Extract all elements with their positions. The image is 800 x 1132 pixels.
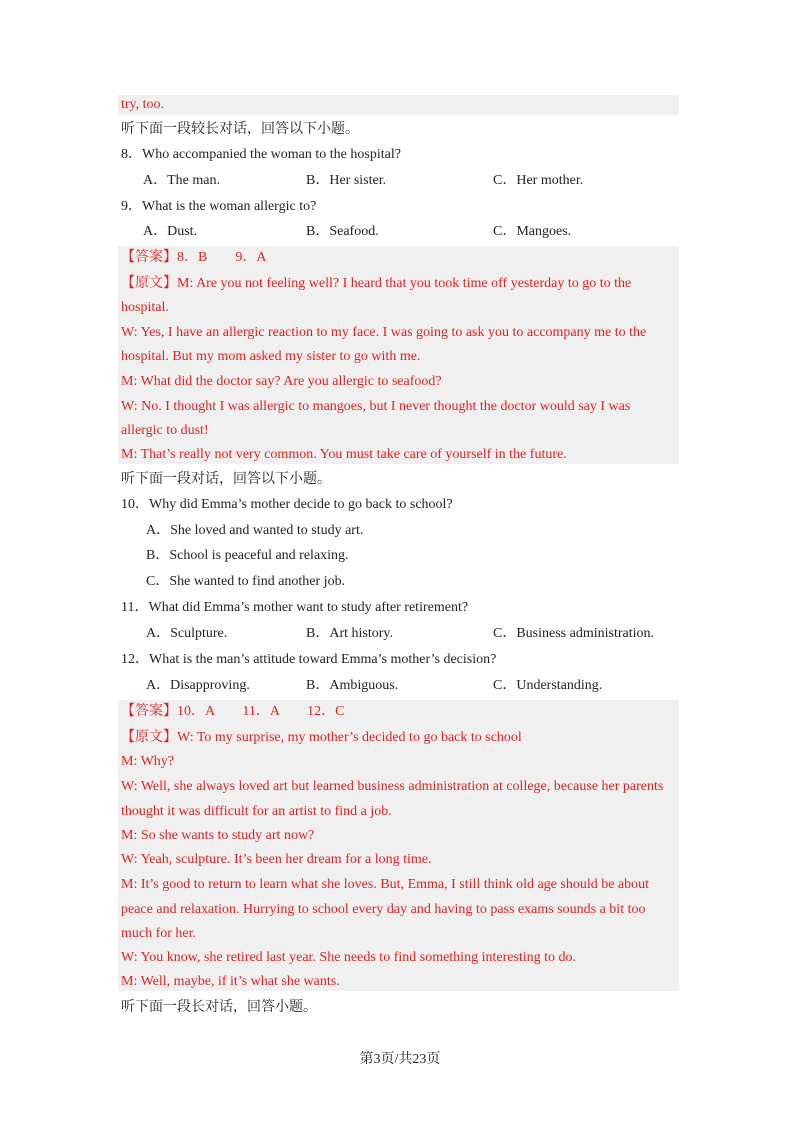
transcript-2-line-4: thought it was difficult for an artist to find a job. — [121, 804, 392, 819]
question-8-option-b: B．Her sister. — [306, 173, 387, 188]
question-8-option-a: A．The man. — [143, 173, 220, 188]
transcript-1-line-7: allergic to dust! — [121, 423, 209, 438]
transcript-2-line-9: much for her. — [121, 926, 197, 941]
transcript-2-line-8: peace and relaxation. Hurrying to school every day and having to pass exams sounds a bit too — [121, 902, 646, 917]
previous-transcript-fragment: try, too. — [121, 97, 165, 112]
transcript-1-line-4: hospital. But my mom asked my sister to go with me. — [121, 349, 421, 364]
question-11-option-b: B．Art history. — [306, 626, 393, 641]
transcript-tag: 【原文】 — [121, 730, 177, 745]
transcript-tag: 【原文】 — [121, 276, 177, 291]
transcript-2-line-10: W: You know, she retired last year. She needs to find something interesting to do. — [121, 950, 577, 965]
question-12-stem: 12．What is the man’s attitude toward Emma’s mother’s decision? — [121, 652, 497, 667]
question-11-option-c: C．Business administration. — [493, 626, 654, 641]
question-11-stem: 11．What did Emma’s mother want to study after retirement? — [121, 600, 469, 615]
transcript-2-line-7: M: It’s good to return to learn what she loves. But, Emma, I still think old age should be about — [121, 877, 650, 892]
transcript-2-line-3: W: Well, she always loved art but learned business administration at college, because her parents — [121, 779, 664, 794]
question-9-option-b: B．Seafood. — [306, 224, 379, 239]
answer-tag: 【答案】 — [121, 250, 177, 265]
section2-instruction: 听下面一段对话，回答以下小题。 — [121, 472, 331, 487]
page-number: 第3页/共23页 — [359, 1052, 441, 1067]
transcript-2-line-2: M: Why? — [121, 754, 175, 769]
section3-instruction: 听下面一段长对话，回答小题。 — [121, 1000, 317, 1015]
question-8-stem: 8．Who accompanied the woman to the hospital? — [121, 147, 401, 162]
answer-text: 8．B 9．A — [177, 250, 267, 265]
transcript-2-line-6: W: Yeah, sculpture. It’s been her dream for a long time. — [121, 852, 432, 867]
transcript-1-line-2: hospital. — [121, 300, 169, 315]
transcript-1-line-6: W: No. I thought I was allergic to mangoes, but I never thought the doctor would say I was — [121, 399, 631, 414]
question-9-option-a: A．Dust. — [143, 224, 198, 239]
transcript-1-line-3: W: Yes, I have an allergic reaction to my face. I was going to ask you to accompany me to the — [121, 325, 647, 340]
answer-tag: 【答案】 — [121, 704, 177, 719]
question-12-option-a: A．Disapproving. — [146, 678, 250, 693]
transcript-1-line-8: M: That’s really not very common. You must take care of yourself in the future. — [121, 447, 567, 462]
answer-key-1 — [121, 248, 266, 268]
transcript-1-line-1 — [121, 274, 631, 294]
question-10-option-a: A．She loved and wanted to study art. — [146, 523, 364, 538]
question-8-option-c: C．Her mother. — [493, 173, 584, 188]
question-12-option-b: B．Ambiguous. — [306, 678, 399, 693]
transcript-text: W: To my surprise, my mother’s decided to go back to school — [177, 730, 522, 745]
question-10-option-c: C．She wanted to find another job. — [146, 574, 346, 589]
transcript-2-line-1 — [121, 728, 522, 748]
section1-instruction: 听下面一段较长对话，回答以下小题。 — [121, 122, 359, 137]
answer-key-2 — [121, 702, 345, 722]
transcript-2-line-5: M: So she wants to study art now? — [121, 828, 315, 843]
question-9-stem: 9．What is the woman allergic to? — [121, 199, 317, 214]
transcript-2-line-11: M: Well, maybe, if it’s what she wants. — [121, 974, 340, 989]
shade-top-fragment — [118, 95, 679, 115]
question-10-stem: 10．Why did Emma’s mother decide to go back to school? — [121, 497, 453, 512]
answer-text: 10．A 11．A 12．C — [177, 704, 345, 719]
question-12-option-c: C．Understanding. — [493, 678, 603, 693]
transcript-1-line-5: M: What did the doctor say? Are you allergic to seafood? — [121, 374, 442, 389]
question-10-option-b: B．School is peaceful and relaxing. — [146, 548, 349, 563]
question-9-option-c: C．Mangoes. — [493, 224, 572, 239]
question-11-option-a: A．Sculpture. — [146, 626, 228, 641]
transcript-text: M: Are you not feeling well? I heard that you took time off yesterday to go to the — [177, 276, 632, 291]
